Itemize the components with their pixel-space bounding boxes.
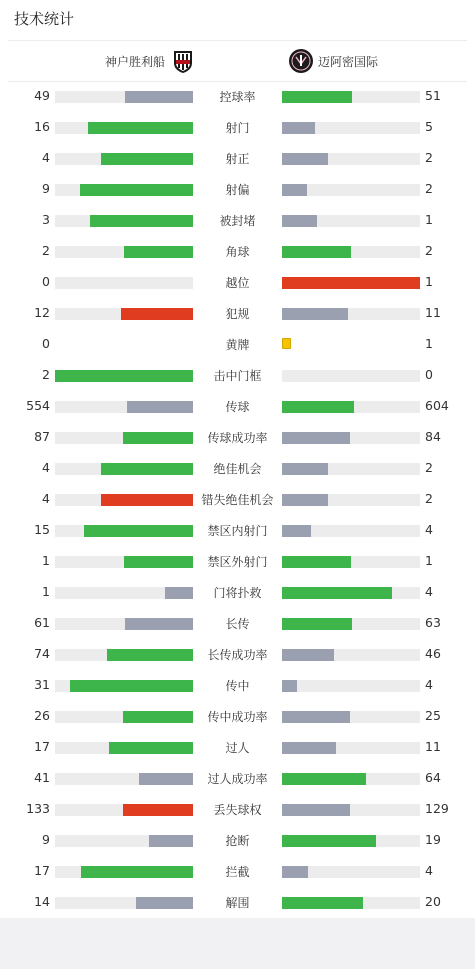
away-bar-fill [282, 91, 352, 103]
away-stat-value: 11 [425, 739, 441, 754]
away-bar-track [282, 587, 420, 599]
home-stat-value: 9 [42, 181, 50, 196]
away-bar-fill [282, 773, 366, 785]
home-bar-fill [149, 835, 193, 847]
away-bar-fill [282, 463, 328, 475]
away-bar-track [282, 835, 420, 847]
away-stat-value: 4 [425, 863, 433, 878]
home-bar-fill [123, 432, 193, 444]
stat-row [0, 147, 475, 169]
home-stat-value: 4 [42, 460, 50, 475]
away-bar-track [282, 897, 420, 909]
stat-label: 射门 [225, 121, 250, 135]
home-stat-value: 74 [34, 646, 50, 661]
home-bar-fill [101, 494, 193, 506]
home-bar-track [55, 215, 193, 227]
away-stat-value: 63 [425, 615, 441, 630]
home-bar-fill [125, 618, 193, 630]
home-bar-fill [121, 308, 193, 320]
home-bar-track [55, 618, 193, 630]
stat-row [0, 85, 475, 107]
away-bar-track [282, 215, 420, 227]
away-bar-fill [282, 308, 348, 320]
away-stat-value: 2 [425, 243, 433, 258]
stat-label: 击中门框 [213, 369, 262, 383]
away-bar-track [282, 804, 420, 816]
stat-row [0, 581, 475, 603]
stat-row [0, 612, 475, 634]
away-stat-value: 604 [425, 398, 449, 413]
home-bar-track [55, 649, 193, 661]
stat-label: 控球率 [219, 90, 256, 104]
home-bar-fill [109, 742, 193, 754]
home-bar-track [55, 680, 193, 692]
home-stat-value: 2 [42, 367, 50, 382]
away-bar-track [282, 91, 420, 103]
home-stat-value: 9 [42, 832, 50, 847]
stat-row [0, 488, 475, 510]
home-bar-fill [165, 587, 193, 599]
home-bar-fill [107, 649, 193, 661]
page-title: 技术统计 [14, 10, 75, 28]
home-stat-value: 17 [34, 863, 50, 878]
away-bar-track [282, 773, 420, 785]
away-stat-value: 2 [425, 181, 433, 196]
away-stat-value: 46 [425, 646, 441, 661]
stat-label: 传球 [225, 400, 250, 414]
home-bar-track [55, 370, 193, 382]
away-stat-value: 129 [425, 801, 449, 816]
stat-label: 禁区外射门 [207, 555, 268, 569]
away-bar-fill [282, 680, 297, 692]
away-bar-track [282, 184, 420, 196]
away-bar-fill [282, 835, 376, 847]
home-stat-value: 14 [34, 894, 50, 909]
home-bar-fill [90, 215, 194, 227]
home-bar-track [55, 587, 193, 599]
stat-label: 越位 [225, 276, 250, 290]
away-stat-value: 5 [425, 119, 433, 134]
away-bar-track [282, 370, 420, 382]
away-bar-fill [282, 897, 363, 909]
away-bar-track [282, 618, 420, 630]
home-stat-value: 12 [34, 305, 50, 320]
home-bar-fill [80, 184, 193, 196]
stat-label: 射正 [225, 152, 250, 166]
stat-row [0, 674, 475, 696]
away-bar-track [282, 556, 420, 568]
stat-row [0, 395, 475, 417]
home-stat-value: 49 [34, 88, 50, 103]
away-stat-value: 2 [425, 150, 433, 165]
home-stat-value: 4 [42, 491, 50, 506]
home-bar-track [55, 91, 193, 103]
home-stat-value: 16 [34, 119, 50, 134]
away-stat-value: 1 [425, 336, 433, 351]
stat-label: 错失绝佳机会 [201, 493, 274, 507]
home-bar-fill [123, 711, 193, 723]
stat-label: 传球成功率 [207, 431, 268, 445]
away-bar-track [282, 680, 420, 692]
stat-row [0, 209, 475, 231]
stat-label: 过人成功率 [207, 772, 268, 786]
divider [8, 40, 467, 41]
home-bar-fill [101, 153, 193, 165]
away-stat-value: 19 [425, 832, 441, 847]
away-bar-track [282, 153, 420, 165]
stat-row [0, 116, 475, 138]
away-bar-fill [282, 246, 351, 258]
away-bar-fill [282, 804, 350, 816]
away-stat-value: 2 [425, 491, 433, 506]
away-bar-fill [282, 153, 328, 165]
away-bar-track [282, 525, 420, 537]
home-bar-fill [88, 122, 193, 134]
home-bar-track [55, 556, 193, 568]
away-stat-value: 20 [425, 894, 441, 909]
stat-row [0, 860, 475, 882]
stat-row [0, 829, 475, 851]
away-bar-track [282, 711, 420, 723]
stat-row [0, 736, 475, 758]
away-bar-fill [282, 432, 350, 444]
home-stat-value: 3 [42, 212, 50, 227]
home-stat-value: 554 [26, 398, 50, 413]
home-bar-track [55, 432, 193, 444]
stat-row [0, 271, 475, 293]
home-bar-track [55, 897, 193, 909]
away-bar-fill [282, 866, 308, 878]
home-team-name: 神户胜利船 [105, 55, 166, 69]
stat-label: 丢失球权 [213, 803, 262, 817]
away-stat-value: 2 [425, 460, 433, 475]
away-stat-value: 4 [425, 677, 433, 692]
home-stat-value: 41 [34, 770, 50, 785]
away-stat-value: 25 [425, 708, 441, 723]
stat-label: 射偏 [225, 183, 250, 197]
away-bar-track [282, 246, 420, 258]
away-stat-value: 1 [425, 212, 433, 227]
away-stat-value: 84 [425, 429, 441, 444]
stat-label: 门将扑救 [213, 586, 262, 600]
stat-label: 长传成功率 [207, 648, 268, 662]
vissel-kobe-crest-icon [170, 48, 196, 74]
home-stat-value: 133 [26, 801, 50, 816]
away-bar-fill [282, 277, 420, 289]
stat-row [0, 705, 475, 727]
home-bar-fill [123, 804, 193, 816]
away-stat-value: 4 [425, 584, 433, 599]
home-bar-track [55, 277, 193, 289]
yellow-card-icon [282, 338, 291, 349]
home-bar-fill [124, 246, 193, 258]
away-bar-track [282, 308, 420, 320]
divider [8, 81, 467, 82]
away-bar-fill [282, 618, 352, 630]
stat-label: 黄牌 [225, 338, 250, 352]
home-stat-value: 31 [34, 677, 50, 692]
stat-label: 绝佳机会 [213, 462, 262, 476]
home-stat-value: 2 [42, 243, 50, 258]
home-bar-fill [55, 370, 193, 382]
away-bar-track [282, 401, 420, 413]
home-stat-value: 15 [34, 522, 50, 537]
home-stat-value: 26 [34, 708, 50, 723]
home-bar-track [55, 184, 193, 196]
stat-label: 犯规 [225, 307, 250, 321]
stat-label: 被封堵 [219, 214, 256, 228]
home-bar-track [55, 711, 193, 723]
stat-label: 解围 [225, 896, 250, 910]
away-bar-fill [282, 215, 317, 227]
home-bar-fill [125, 91, 193, 103]
away-stat-value: 1 [425, 553, 433, 568]
home-stat-value: 0 [42, 336, 50, 351]
away-bar-track [282, 277, 420, 289]
home-bar-track [55, 246, 193, 258]
stat-row [0, 643, 475, 665]
home-bar-track [55, 401, 193, 413]
home-bar-track [55, 122, 193, 134]
home-bar-track [55, 153, 193, 165]
stat-row [0, 519, 475, 541]
away-bar-track [282, 463, 420, 475]
away-bar-fill [282, 184, 307, 196]
stat-label: 拦截 [225, 865, 250, 879]
away-bar-track [282, 494, 420, 506]
home-stat-value: 1 [42, 584, 50, 599]
home-bar-fill [136, 897, 193, 909]
inter-miami-crest-icon [288, 48, 314, 74]
stat-row [0, 767, 475, 789]
away-stat-value: 0 [425, 367, 433, 382]
stat-row [0, 798, 475, 820]
stat-label: 传中成功率 [207, 710, 268, 724]
stat-label: 过人 [225, 741, 250, 755]
home-stat-value: 1 [42, 553, 50, 568]
away-bar-fill [282, 649, 334, 661]
home-stat-value: 4 [42, 150, 50, 165]
stat-row [0, 426, 475, 448]
stat-row [0, 364, 475, 386]
away-bar-track [282, 866, 420, 878]
home-bar-fill [124, 556, 193, 568]
stat-row [0, 457, 475, 479]
home-bar-track [55, 866, 193, 878]
away-bar-track [282, 649, 420, 661]
stat-row [0, 178, 475, 200]
home-bar-track [55, 463, 193, 475]
stat-row [0, 891, 475, 913]
home-bar-track [55, 804, 193, 816]
stat-label: 角球 [225, 245, 250, 259]
home-bar-track [55, 742, 193, 754]
away-stat-value: 64 [425, 770, 441, 785]
away-bar-fill [282, 742, 336, 754]
stat-label: 禁区内射门 [207, 524, 268, 538]
away-stat-value: 1 [425, 274, 433, 289]
home-bar-fill [81, 866, 193, 878]
away-bar-track [282, 742, 420, 754]
stat-label: 传中 [225, 679, 250, 693]
away-bar-fill [282, 587, 392, 599]
home-stat-value: 87 [34, 429, 50, 444]
home-stat-value: 0 [42, 274, 50, 289]
home-stat-value: 17 [34, 739, 50, 754]
home-bar-track [55, 773, 193, 785]
home-bar-fill [84, 525, 193, 537]
away-bar-fill [282, 401, 354, 413]
away-bar-fill [282, 122, 315, 134]
away-bar-track [282, 432, 420, 444]
stat-label: 长传 [225, 617, 250, 631]
stat-row [0, 550, 475, 572]
away-stat-value: 11 [425, 305, 441, 320]
home-bar-track [55, 308, 193, 320]
stat-row [0, 333, 475, 355]
away-bar-fill [282, 711, 350, 723]
home-bar-track [55, 494, 193, 506]
home-bar-track [55, 525, 193, 537]
home-bar-track [55, 835, 193, 847]
away-stat-value: 4 [425, 522, 433, 537]
away-team-name: 迈阿密国际 [318, 55, 379, 69]
home-bar-fill [70, 680, 193, 692]
away-stat-value: 51 [425, 88, 441, 103]
home-stat-value: 61 [34, 615, 50, 630]
home-bar-fill [127, 401, 193, 413]
away-bar-fill [282, 494, 328, 506]
home-bar-fill [101, 463, 193, 475]
away-bar-fill [282, 556, 351, 568]
away-bar-fill [282, 525, 311, 537]
home-bar-fill [139, 773, 193, 785]
away-bar-track [282, 122, 420, 134]
stat-label: 抢断 [225, 834, 250, 848]
stat-row [0, 302, 475, 324]
stat-row [0, 240, 475, 262]
